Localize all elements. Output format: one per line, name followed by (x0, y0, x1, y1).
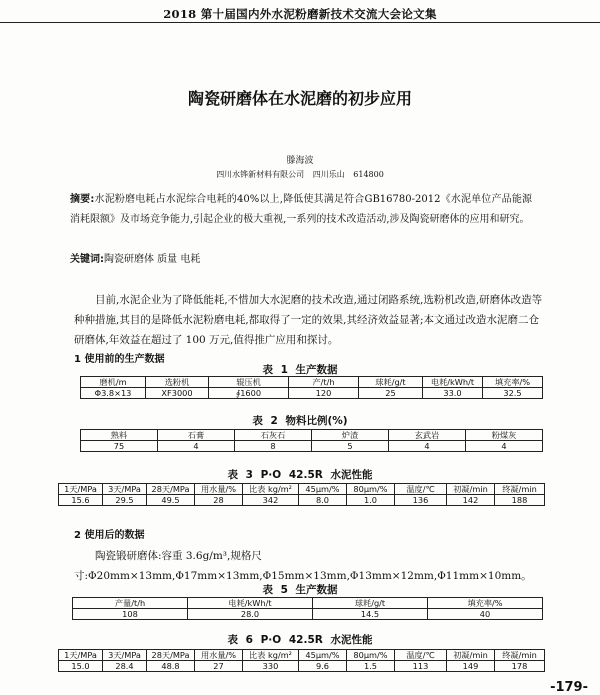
table-cell: 14.5 (313, 609, 428, 620)
table-cell: 15.6 (59, 495, 103, 506)
table-header-cell: 用水量/% (195, 484, 243, 495)
table-3 (58, 483, 545, 506)
table-cell: 342 (243, 495, 299, 506)
keywords (70, 250, 532, 270)
table-cell: Φ3.8×13 (81, 388, 146, 399)
table-cell: 25 (359, 388, 423, 399)
table-header-cell: 初凝/min (447, 650, 495, 661)
body-intro (74, 290, 544, 370)
section-2-heading: 2 使用后的数据 (74, 530, 145, 541)
table-header-cell: 1天/MPa (59, 650, 103, 661)
table-header-cell: 炉渣 (312, 430, 389, 441)
table-header-cell: 终凝/min (495, 484, 545, 495)
table-header-row (73, 598, 543, 609)
table-header-cell: 用水量/% (195, 650, 243, 661)
table-header-cell: 1天/MPa (59, 484, 103, 495)
table-cell: 40 (428, 609, 543, 620)
table-header-cell: 磨机/m (81, 377, 146, 388)
table-header-cell: 3天/MPa (103, 484, 147, 495)
table-cell: 1.5 (347, 661, 395, 672)
table-6 (58, 649, 545, 672)
table-1-caption: 表 1 生产数据 (262, 364, 338, 376)
table-cell: 28 (195, 495, 243, 506)
table-header-row (81, 430, 543, 441)
table-cell: 113 (395, 661, 447, 672)
table-cell: 28.0 (188, 609, 313, 620)
table-header-cell: 辊压机 (209, 377, 289, 388)
table-cell: 8.0 (299, 495, 347, 506)
table-cell: 149 (447, 661, 495, 672)
table-5-caption: 表 5 生产数据 (262, 584, 338, 596)
table-header-cell: 初凝/min (447, 484, 495, 495)
table-header-cell: 产/t/h (289, 377, 359, 388)
table-cell: 27 (195, 661, 243, 672)
author-name: 滕海波 (286, 156, 314, 166)
table-header-cell: 温度/℃ (395, 484, 447, 495)
table-2 (80, 429, 543, 452)
table-2-caption: 表 2 物料比例(%) (252, 415, 348, 427)
table-cell: 32.5 (483, 388, 543, 399)
table-header-cell: 3天/MPa (103, 650, 147, 661)
body-section-2 (74, 526, 544, 586)
table-row (73, 609, 543, 620)
table-cell: ∮1600 (209, 388, 289, 399)
table-header-cell: 比表 kg/m² (243, 650, 299, 661)
table-header-row (59, 484, 545, 495)
table-cell: 4 (158, 441, 235, 452)
table-6-caption: 表 6 P·O 42.5R 水泥性能 (227, 634, 373, 646)
table-header-cell: 球耗/g/t (313, 598, 428, 609)
table-header-cell: 粉煤灰 (466, 430, 543, 441)
table-3-caption: 表 3 P·O 42.5R 水泥性能 (227, 469, 373, 481)
table-row (81, 441, 543, 452)
abstract-label: 摘要: (70, 194, 95, 205)
paper-title: 陶瓷研磨体在水泥磨的初步应用 (187, 89, 412, 108)
table-header-cell: 45μm/% (299, 650, 347, 661)
table-cell: 48.8 (147, 661, 195, 672)
keywords-text: 陶瓷研磨体 质量 电耗 (104, 254, 201, 265)
table-cell: 15.0 (59, 661, 103, 672)
table-header-cell: 石灰石 (235, 430, 312, 441)
section-1-heading: 1 使用前的生产数据 (74, 354, 165, 365)
table-cell: 9.6 (299, 661, 347, 672)
table-header-cell: 28天/MPa (147, 650, 195, 661)
table-cell: 4 (466, 441, 543, 452)
table-cell: 4 (389, 441, 466, 452)
page-number: -179- (550, 680, 588, 695)
table-cell: 108 (73, 609, 188, 620)
table-header-cell: 80μm/% (347, 484, 395, 495)
table-header-cell: 球耗/g/t (359, 377, 423, 388)
table-header-cell: 玄武岩 (389, 430, 466, 441)
table-cell: 75 (81, 441, 158, 452)
table-cell: XF3000 (146, 388, 209, 399)
table-header-cell: 终凝/min (495, 650, 545, 661)
table-row (81, 388, 543, 399)
table-1 (80, 376, 543, 399)
table-cell: 178 (495, 661, 545, 672)
table-row (59, 495, 545, 506)
abstract (70, 190, 532, 230)
table-header-cell: 45μm/% (299, 484, 347, 495)
keywords-label: 关键词: (70, 254, 104, 265)
table-cell: 33.0 (423, 388, 483, 399)
intro-paragraph: 目前,水泥企业为了降低能耗,不惜加大水泥磨的技术改造,通过闭路系统,选粉机改造,研磨体改造等种种措施,其目的是降低水泥粉磨电耗,都取得了一定的效果,其经济效益显著;本文通过改造水泥磨二仓研磨体,年效益在超过了 100 万元,值得推广应用和探讨。 (74, 294, 543, 346)
table-header-cell: 填充率/% (428, 598, 543, 609)
table-header-cell: 28天/MPa (147, 484, 195, 495)
table-cell: 142 (447, 495, 495, 506)
table-header-cell: 填充率/% (483, 377, 543, 388)
table-header-cell: 电耗/kWh/t (188, 598, 313, 609)
table-header-cell: 比表 kg/m² (243, 484, 299, 495)
table-cell: 29.5 (103, 495, 147, 506)
table-cell: 8 (235, 441, 312, 452)
table-cell: 136 (395, 495, 447, 506)
table-cell: 120 (289, 388, 359, 399)
table-5 (72, 597, 543, 620)
table-cell: 188 (495, 495, 545, 506)
table-header-row (59, 650, 545, 661)
table-cell: 28.4 (103, 661, 147, 672)
table-header-cell: 熟料 (81, 430, 158, 441)
media-description: 陶瓷锻研磨体:容重 3.6g/m³,规格尺寸:Φ20mm×13mm,Φ17mm×13mm,Φ15mm×13mm,Φ13mm×12mm,Φ11mm×10mm。 (74, 550, 532, 582)
header-rule (0, 22, 600, 23)
running-header: 2018 第十届国内外水泥粉磨新技术交流大会论文集 (163, 7, 437, 21)
table-header-cell: 电耗/kWh/t (423, 377, 483, 388)
table-cell: 330 (243, 661, 299, 672)
table-header-cell: 选粉机 (146, 377, 209, 388)
author-affiliation: 四川水铧新材料有限公司 四川乐山 614800 (216, 170, 384, 179)
table-header-cell: 80μm/% (347, 650, 395, 661)
table-header-cell: 温度/℃ (395, 650, 447, 661)
table-header-cell: 石膏 (158, 430, 235, 441)
table-row (59, 661, 545, 672)
table-cell: 1.0 (347, 495, 395, 506)
table-cell: 5 (312, 441, 389, 452)
table-header-cell: 产量/t/h (73, 598, 188, 609)
table-header-row (81, 377, 543, 388)
abstract-text: 水泥粉磨电耗占水泥综合电耗的40%以上,降低使其满足符合GB16780-2012《水泥单位产品能源消耗限额》及市场竞争能力,引起企业的极大重视,一系列的技术改造活动,涉及陶瓷研磨体的应用和研究。 (70, 194, 533, 225)
table-cell: 49.5 (147, 495, 195, 506)
